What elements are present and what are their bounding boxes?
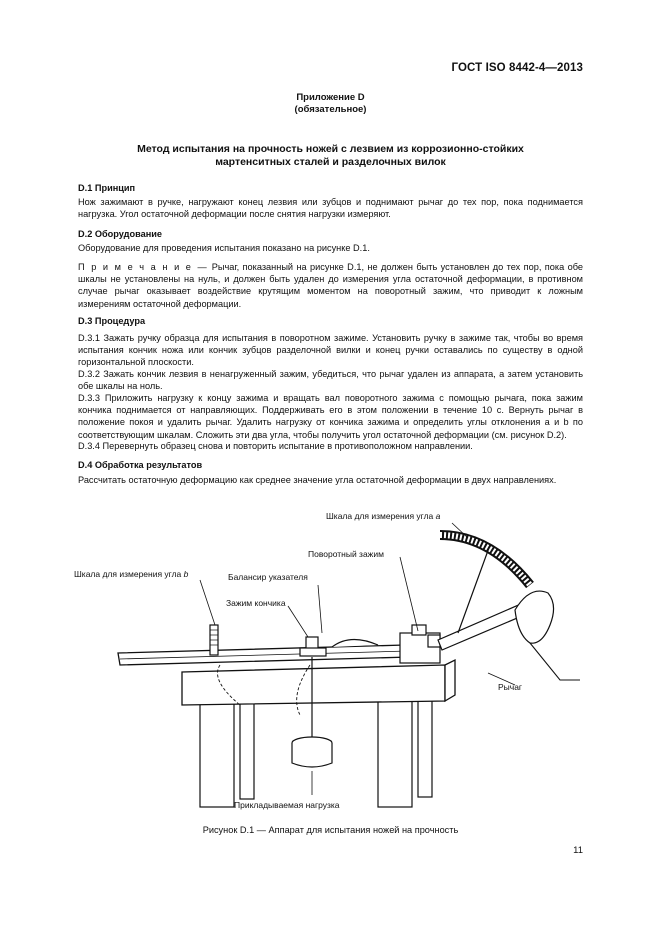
tip-clamp (306, 637, 318, 649)
section-d3-p4: D.3.4 Перевернуть образец снова и повторить испытание в противоположном направлении. (78, 441, 473, 451)
section-d2-note (78, 261, 583, 310)
table-leg-3 (378, 697, 412, 807)
appendix-heading (0, 92, 661, 116)
section-d3-p3: D.3.3 Приложить нагрузку к концу зажима и вращать вал поворотного зажима с помощью рычага, пока зажим кончика поднимается от направляющих. Поддерживать его в этом положении в течение 10 с. Вернуть рычаг в положение покоя и удалить рычаг. Удалить нагрузку от кончика зажима и определить углы отклонения a и b по соответствующим шкалам. Сложить эти два угла, чтобы получить угол остаточной деформации (см. рисунок D.2). (78, 393, 583, 440)
appendix-status: (обязательное) (294, 104, 367, 115)
section-d3-heading: D.3 Процедура (78, 316, 146, 326)
section-d3-p1: D.3.1 Зажать ручку образца для испытания в поворотном зажиме. Установить ручку в зажиме так, чтобы во время испытания кончик ножа или кончик зубцов разделочной вилки и конец ручки оставались по существу в одной горизонтальной плоскости. (78, 333, 583, 368)
appendix-title: Приложение D (296, 92, 365, 103)
section-d1-heading: D.1 Принцип (78, 183, 136, 193)
note-text: Рычаг, показанный на рисунке D.1, не должен быть установлен до тех пор, пока обе шкалы не установлены на нуль, и должен быть удален до измерения угла остаточной деформации, в противном случае рычаг оказывает воздействие крутящим моментом на поворотный зажим, что приводит к ложным измерениям остаточной деформации. (78, 262, 583, 309)
note-label: П р и м е ч а н и е — (78, 262, 209, 272)
section-d3-p2: D.3.2 Зажать кончик лезвия в ненагруженный зажим, убедиться, что рычаг удален из аппарата, а затем установить обе шкалы на ноль. (78, 369, 583, 392)
document-title (90, 143, 571, 169)
section-d1-text: Нож зажимают в ручке, нагружают конец лезвия или зубцов и поднимают рычаг до тех пор, пока поднимается нагрузка. Угол остаточной деформации после снятия нагрузки измеряют. (78, 197, 583, 220)
section-d2-text: Оборудование для проведения испытания показано на рисунке D.1. (78, 243, 370, 253)
hand (515, 591, 554, 643)
label-rotary-clamp: Поворотный зажим (308, 549, 384, 559)
table-leg-1 (200, 697, 234, 807)
section-d4-text: Рассчитать остаточную деформацию как среднее значение угла остаточной деформации в двух направлениях. (78, 475, 557, 485)
apparatus-drawing (60, 505, 580, 825)
label-scale-a: Шкала для измерения угла a (326, 511, 441, 521)
page-number: 11 (573, 845, 583, 856)
label-balancer: Балансир указателя (228, 572, 308, 582)
label-load: Прикладываемая нагрузка (234, 800, 340, 810)
figure-d1 (60, 505, 580, 825)
table-leg-4 (418, 697, 432, 797)
standard-header: ГОСТ ISO 8442-4—2013 (451, 62, 583, 74)
section-d4-heading: D.4 Обработка результатов (78, 460, 203, 470)
section-d2-heading: D.2 Оборудование (78, 229, 163, 239)
label-tip-clamp: Зажим кончика (226, 598, 286, 608)
label-lever: Рычаг (498, 682, 523, 692)
title-line-1: Метод испытания на прочность ножей с лезвием из коррозионно-стойких (137, 143, 524, 155)
table-leg-2 (240, 697, 254, 799)
figure-caption: Рисунок D.1 — Аппарат для испытания ножей на прочность (202, 825, 459, 835)
title-line-2: мартенситных сталей и разделочных вилок (215, 156, 446, 168)
label-scale-b: Шкала для измерения угла b (74, 569, 189, 579)
